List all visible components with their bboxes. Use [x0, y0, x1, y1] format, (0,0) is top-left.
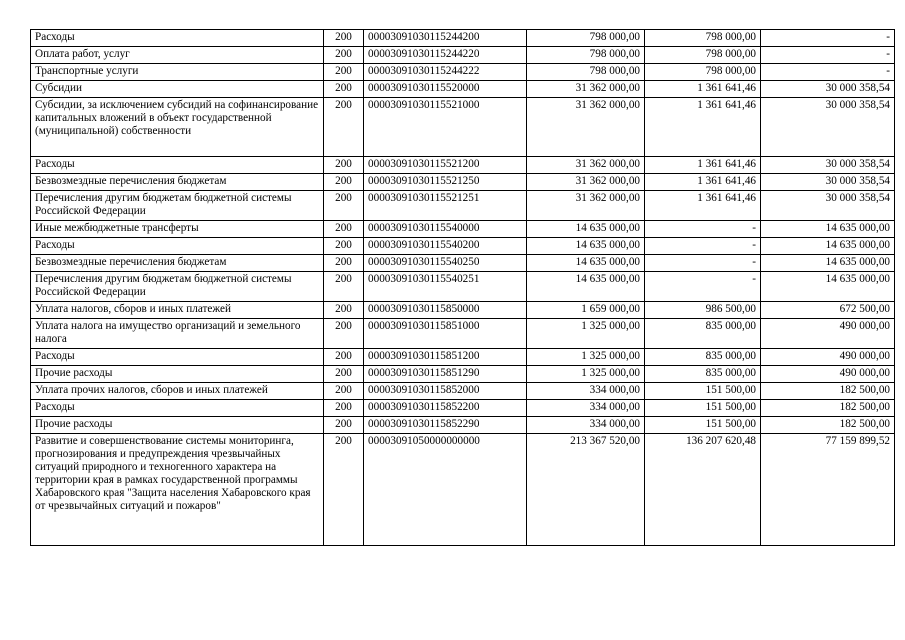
- row-executed-amount-cell: -: [645, 255, 761, 272]
- row-name-cell: Перечисления другим бюджетам бюджетной системы Российской Федерации: [31, 191, 324, 221]
- row-classification-code-cell: 00003091030115540250: [364, 255, 527, 272]
- table-row: [31, 238, 895, 255]
- row-unexecuted-amount-cell: 672 500,00: [761, 302, 895, 319]
- row-name-cell: Уплата налога на имущество организаций и земельного налога: [31, 319, 324, 349]
- row-code-cell: 200: [324, 64, 364, 81]
- row-unexecuted-amount-cell: -: [761, 30, 895, 47]
- row-name-cell: Расходы: [31, 238, 324, 255]
- row-code-cell: 200: [324, 174, 364, 191]
- row-approved-amount-cell: 31 362 000,00: [527, 174, 645, 191]
- table-row: [31, 30, 895, 47]
- row-code-cell: 200: [324, 272, 364, 302]
- row-name-cell: Прочие расходы: [31, 417, 324, 434]
- row-classification-code-cell: 00003091030115520000: [364, 81, 527, 98]
- table-row: [31, 191, 895, 221]
- row-executed-amount-cell: 136 207 620,48: [645, 434, 761, 546]
- table-row: [31, 98, 895, 157]
- row-code-cell: 200: [324, 81, 364, 98]
- row-unexecuted-amount-cell: -: [761, 64, 895, 81]
- table-row: [31, 157, 895, 174]
- row-name-cell: Субсидии, за исключением субсидий на софинансирование капитальных вложений в объект государственной (муниципальной) собственности: [31, 98, 324, 157]
- table-row: [31, 272, 895, 302]
- row-executed-amount-cell: 986 500,00: [645, 302, 761, 319]
- row-unexecuted-amount-cell: 30 000 358,54: [761, 81, 895, 98]
- table-row: [31, 400, 895, 417]
- row-executed-amount-cell: 798 000,00: [645, 64, 761, 81]
- row-unexecuted-amount-cell: -: [761, 47, 895, 64]
- table-row: [31, 434, 895, 546]
- row-unexecuted-amount-cell: 14 635 000,00: [761, 272, 895, 302]
- table-row: [31, 255, 895, 272]
- row-unexecuted-amount-cell: 14 635 000,00: [761, 255, 895, 272]
- row-name-cell: Расходы: [31, 349, 324, 366]
- row-classification-code-cell: 00003091030115521251: [364, 191, 527, 221]
- row-classification-code-cell: 00003091030115521250: [364, 174, 527, 191]
- table-row: [31, 417, 895, 434]
- row-executed-amount-cell: 151 500,00: [645, 383, 761, 400]
- row-executed-amount-cell: -: [645, 238, 761, 255]
- row-classification-code-cell: 00003091030115540251: [364, 272, 527, 302]
- row-code-cell: 200: [324, 47, 364, 64]
- row-unexecuted-amount-cell: 182 500,00: [761, 417, 895, 434]
- row-approved-amount-cell: 31 362 000,00: [527, 98, 645, 157]
- row-unexecuted-amount-cell: 490 000,00: [761, 366, 895, 383]
- row-approved-amount-cell: 213 367 520,00: [527, 434, 645, 546]
- row-code-cell: 200: [324, 98, 364, 157]
- row-approved-amount-cell: 334 000,00: [527, 383, 645, 400]
- table-row: [31, 47, 895, 64]
- row-code-cell: 200: [324, 191, 364, 221]
- row-name-cell: Перечисления другим бюджетам бюджетной системы Российской Федерации: [31, 272, 324, 302]
- row-code-cell: 200: [324, 366, 364, 383]
- row-code-cell: 200: [324, 30, 364, 47]
- row-code-cell: 200: [324, 255, 364, 272]
- table-body: [31, 30, 895, 546]
- row-classification-code-cell: 00003091030115850000: [364, 302, 527, 319]
- row-unexecuted-amount-cell: 77 159 899,52: [761, 434, 895, 546]
- row-name-cell: Иные межбюджетные трансферты: [31, 221, 324, 238]
- row-classification-code-cell: 00003091030115521200: [364, 157, 527, 174]
- table-row: [31, 302, 895, 319]
- row-executed-amount-cell: 798 000,00: [645, 47, 761, 64]
- row-classification-code-cell: 00003091030115851000: [364, 319, 527, 349]
- table-row: [31, 383, 895, 400]
- row-classification-code-cell: 00003091030115521000: [364, 98, 527, 157]
- row-unexecuted-amount-cell: 14 635 000,00: [761, 238, 895, 255]
- row-classification-code-cell: 00003091030115540200: [364, 238, 527, 255]
- row-classification-code-cell: 00003091030115851290: [364, 366, 527, 383]
- row-name-cell: Расходы: [31, 400, 324, 417]
- row-name-cell: Уплата налогов, сборов и иных платежей: [31, 302, 324, 319]
- table-row: [31, 64, 895, 81]
- row-executed-amount-cell: 1 361 641,46: [645, 98, 761, 157]
- row-code-cell: 200: [324, 319, 364, 349]
- row-unexecuted-amount-cell: 490 000,00: [761, 349, 895, 366]
- row-code-cell: 200: [324, 434, 364, 546]
- table-row: [31, 349, 895, 366]
- row-classification-code-cell: 00003091030115852290: [364, 417, 527, 434]
- row-executed-amount-cell: 835 000,00: [645, 319, 761, 349]
- row-executed-amount-cell: -: [645, 221, 761, 238]
- row-classification-code-cell: 00003091050000000000: [364, 434, 527, 546]
- row-name-cell: Безвозмездные перечисления бюджетам: [31, 174, 324, 191]
- row-name-cell: Транспортные услуги: [31, 64, 324, 81]
- row-unexecuted-amount-cell: 30 000 358,54: [761, 191, 895, 221]
- row-approved-amount-cell: 1 325 000,00: [527, 319, 645, 349]
- row-unexecuted-amount-cell: 30 000 358,54: [761, 174, 895, 191]
- row-approved-amount-cell: 31 362 000,00: [527, 157, 645, 174]
- row-code-cell: 200: [324, 349, 364, 366]
- table-row: [31, 81, 895, 98]
- row-approved-amount-cell: 798 000,00: [527, 30, 645, 47]
- row-name-cell: Расходы: [31, 157, 324, 174]
- row-executed-amount-cell: 835 000,00: [645, 366, 761, 383]
- row-code-cell: 200: [324, 302, 364, 319]
- table-row: [31, 366, 895, 383]
- table-row: [31, 319, 895, 349]
- row-executed-amount-cell: -: [645, 272, 761, 302]
- row-name-cell: Прочие расходы: [31, 366, 324, 383]
- row-executed-amount-cell: 1 361 641,46: [645, 174, 761, 191]
- row-executed-amount-cell: 1 361 641,46: [645, 157, 761, 174]
- row-classification-code-cell: 00003091030115851200: [364, 349, 527, 366]
- row-classification-code-cell: 00003091030115852200: [364, 400, 527, 417]
- row-classification-code-cell: 00003091030115244220: [364, 47, 527, 64]
- row-unexecuted-amount-cell: 490 000,00: [761, 319, 895, 349]
- row-name-cell: Расходы: [31, 30, 324, 47]
- row-approved-amount-cell: 1 325 000,00: [527, 366, 645, 383]
- row-approved-amount-cell: 31 362 000,00: [527, 81, 645, 98]
- row-unexecuted-amount-cell: 182 500,00: [761, 383, 895, 400]
- row-name-cell: Уплата прочих налогов, сборов и иных платежей: [31, 383, 324, 400]
- row-unexecuted-amount-cell: 30 000 358,54: [761, 98, 895, 157]
- row-approved-amount-cell: 798 000,00: [527, 47, 645, 64]
- budget-execution-table: [30, 29, 895, 546]
- row-code-cell: 200: [324, 238, 364, 255]
- row-approved-amount-cell: 334 000,00: [527, 400, 645, 417]
- row-name-cell: Безвозмездные перечисления бюджетам: [31, 255, 324, 272]
- row-executed-amount-cell: 1 361 641,46: [645, 81, 761, 98]
- row-executed-amount-cell: 151 500,00: [645, 417, 761, 434]
- row-executed-amount-cell: 1 361 641,46: [645, 191, 761, 221]
- row-unexecuted-amount-cell: 182 500,00: [761, 400, 895, 417]
- row-classification-code-cell: 00003091030115244222: [364, 64, 527, 81]
- table-row: [31, 221, 895, 238]
- row-executed-amount-cell: 835 000,00: [645, 349, 761, 366]
- row-approved-amount-cell: 14 635 000,00: [527, 238, 645, 255]
- row-approved-amount-cell: 1 325 000,00: [527, 349, 645, 366]
- row-code-cell: 200: [324, 417, 364, 434]
- row-code-cell: 200: [324, 400, 364, 417]
- row-unexecuted-amount-cell: 14 635 000,00: [761, 221, 895, 238]
- table-row: [31, 174, 895, 191]
- row-executed-amount-cell: 151 500,00: [645, 400, 761, 417]
- row-name-cell: Развитие и совершенствование системы мониторинга, прогнозирования и предупреждения чрезвычайных ситуаций природного и техногенного характера на территории края в рамках государственной программы Хабаровского края "Защита населения Хабаровского края от чрезвычайных ситуаций и пожаров": [31, 434, 324, 546]
- row-code-cell: 200: [324, 157, 364, 174]
- row-approved-amount-cell: 14 635 000,00: [527, 255, 645, 272]
- row-approved-amount-cell: 31 362 000,00: [527, 191, 645, 221]
- row-code-cell: 200: [324, 383, 364, 400]
- row-approved-amount-cell: 1 659 000,00: [527, 302, 645, 319]
- row-name-cell: Оплата работ, услуг: [31, 47, 324, 64]
- row-approved-amount-cell: 14 635 000,00: [527, 221, 645, 238]
- row-unexecuted-amount-cell: 30 000 358,54: [761, 157, 895, 174]
- row-executed-amount-cell: 798 000,00: [645, 30, 761, 47]
- row-approved-amount-cell: 334 000,00: [527, 417, 645, 434]
- row-approved-amount-cell: 14 635 000,00: [527, 272, 645, 302]
- row-approved-amount-cell: 798 000,00: [527, 64, 645, 81]
- row-classification-code-cell: 00003091030115852000: [364, 383, 527, 400]
- row-code-cell: 200: [324, 221, 364, 238]
- row-classification-code-cell: 00003091030115244200: [364, 30, 527, 47]
- row-name-cell: Субсидии: [31, 81, 324, 98]
- row-classification-code-cell: 00003091030115540000: [364, 221, 527, 238]
